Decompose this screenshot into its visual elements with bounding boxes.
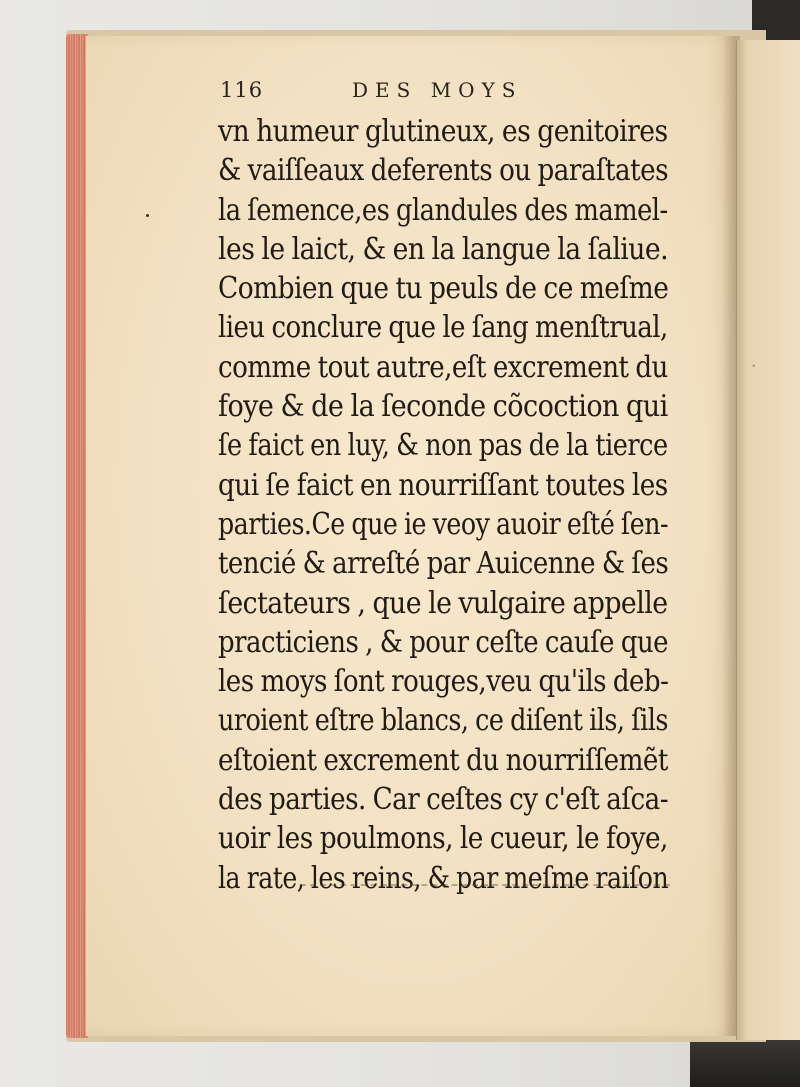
text-line: qui ſe faict en nourriſſant toutes les xyxy=(218,467,668,502)
text-line: uoir les poulmons, le cueur, le foye, xyxy=(218,821,668,856)
text-line: eſtoient excrement du nourriſſemẽt xyxy=(218,742,668,777)
text-line: ſectateurs , que le vulgaire appelle xyxy=(218,585,668,620)
text-line: Combien que tu peuls de ce meſme xyxy=(218,271,669,306)
text-line: les moys ſont rouges,veu qu'ils deb- xyxy=(218,664,669,699)
text-line: des parties. Car ceſtes cy c'eſt aſca- xyxy=(218,782,669,817)
text-line: lieu conclure que le ſang menſtrual, xyxy=(218,310,668,345)
ink-speck xyxy=(146,214,149,217)
text-line: practiciens , & pour ceſte cauſe que xyxy=(218,624,669,659)
text-line: tencié & arreſté par Auicenne & ſes xyxy=(218,546,669,581)
facing-page xyxy=(736,40,800,1040)
text-line: foye & de la ſeconde cõcoction qui xyxy=(218,389,668,424)
page-header xyxy=(220,78,690,108)
facing-page-mark: ‸ xyxy=(752,356,756,367)
body-text xyxy=(218,112,688,898)
page-edges xyxy=(66,34,88,1038)
text-line: ſe faict en luy, & non pas de la tierce xyxy=(218,428,668,463)
bleed-through-marks xyxy=(300,884,670,892)
text-line: vn humeur glutineux, es genitoires xyxy=(218,114,668,148)
text-line: la ſemence,es glandules des mamel- xyxy=(218,192,668,227)
text-line: comme tout autre,eſt excrement du xyxy=(218,349,668,384)
text-line: les le laict, & en la langue la ſaliue. xyxy=(218,231,669,266)
text-line: uroient eſtre blancs, ce diſent ils, ſils xyxy=(218,703,668,738)
text-line: la rate, les reins, & par meſme raiſon xyxy=(218,860,669,895)
running-head: DES MOYS xyxy=(352,78,523,102)
page-number: 116 xyxy=(220,78,264,102)
scanner-edge-bottom xyxy=(690,1037,800,1087)
text-line: & vaiſſeaux deferents ou paraſtates xyxy=(218,153,668,188)
text-line: parties.Ce que ie veoy auoir eſté ſen- xyxy=(218,506,669,541)
